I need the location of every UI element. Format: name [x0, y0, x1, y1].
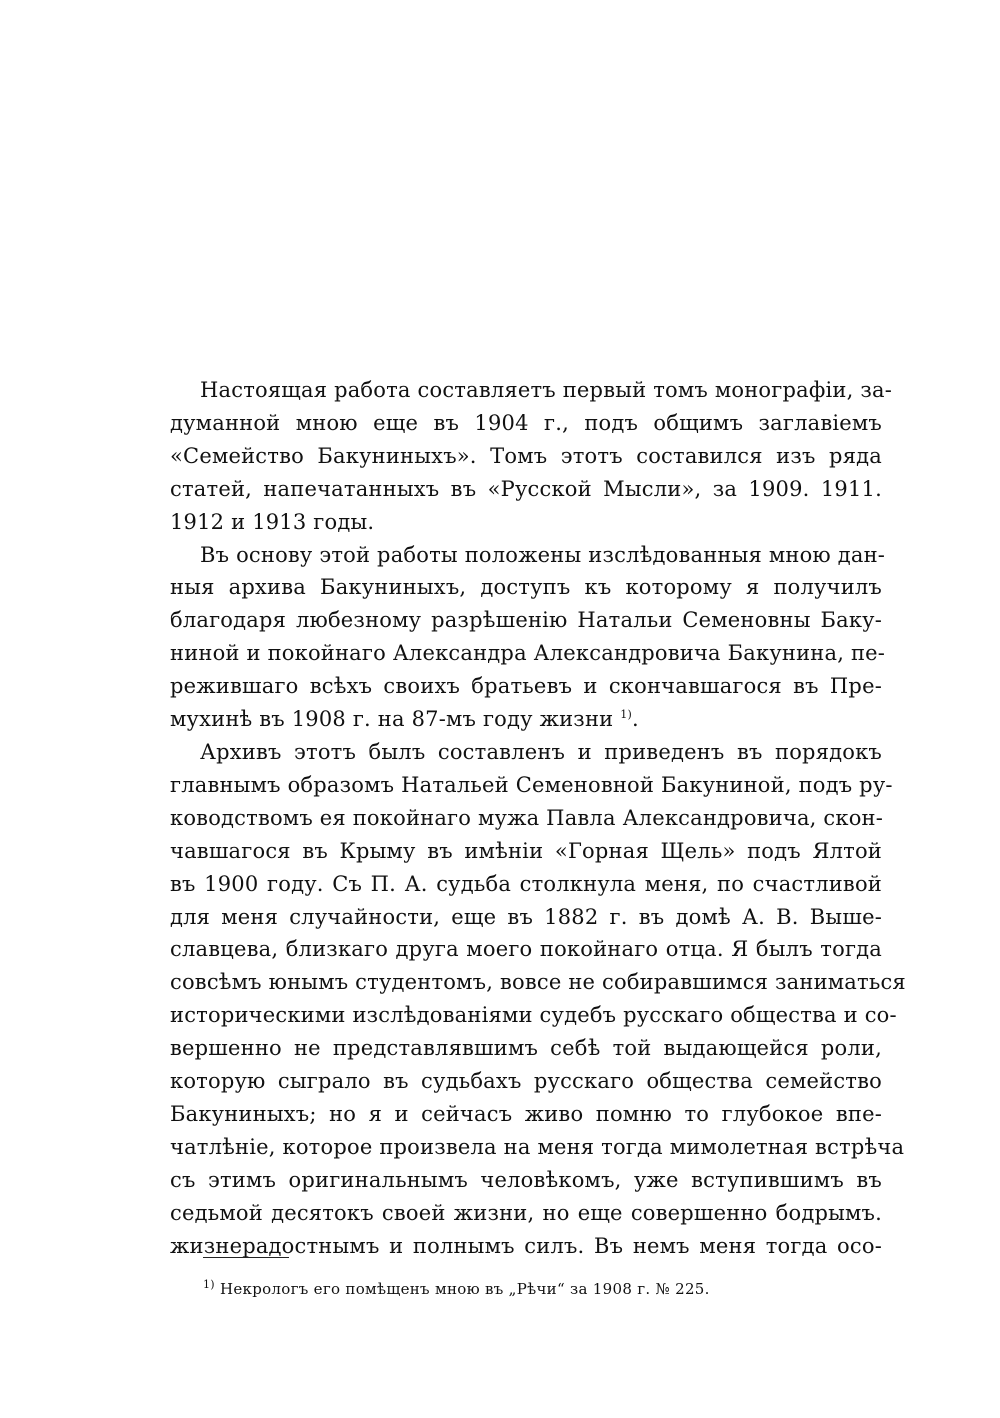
text-line: «Семейство Бакуниныхъ». Томъ этотъ составился изъ ряда [170, 443, 882, 468]
text-line: статей, напечатанныхъ въ «Русской Мысли», за 1909. 1911. [170, 476, 882, 501]
punctuation: . [631, 707, 639, 732]
footnote-text: Некрологъ его помѣщенъ мною въ „Рѣчи“ за 1908 г. № 225. [219, 1280, 710, 1298]
text-line: жизнерадостнымъ и полнымъ силъ. Въ немъ меня тогда осо- [170, 1233, 882, 1258]
text-line: благодаря любезному разрѣшенію Натальи Семеновны Баку- [170, 608, 882, 633]
text-line: главнымъ образомъ Натальей Семеновной Бакуниной, подъ ру- [170, 772, 893, 797]
text-line: для меня случайности, еще въ 1882 г. въ домѣ А. В. Выше- [170, 904, 882, 929]
text-line: вершенно не представлявшимъ себѣ той выдающейся роли, [170, 1036, 882, 1061]
text-line: ководствомъ ея покойнаго мужа Павла Александровича, скон- [170, 805, 884, 830]
text-line: историческими изслѣдованіями судебъ русскаго общества и со- [170, 1003, 897, 1028]
footnote-marker: 1) [203, 1278, 215, 1291]
text-line: думанной мною еще въ 1904 г., подъ общимъ заглавіемъ [170, 410, 882, 435]
text-line: Бакуниныхъ; но я и сейчасъ живо помню то глубокое впе- [170, 1101, 882, 1126]
main-text [170, 374, 906, 1262]
text-line: славцева, близкаго друга моего покойнаго отца. Я былъ тогда [170, 937, 882, 962]
text-line: въ 1900 году. Съ П. А. судьба столкнула меня, по счастливой [170, 871, 882, 896]
text-line [170, 703, 882, 736]
text-line: ниной и покойнаго Александра Александровича Бакунина, пе- [170, 641, 886, 666]
text-line: съ этимъ оригинальнымъ человѣкомъ, уже вступившимъ въ [170, 1167, 882, 1192]
text-line: Архивъ этотъ былъ составленъ и приведенъ въ порядокъ [200, 739, 882, 764]
text-line: Въ основу этой работы положены изслѣдованныя мною дан- [200, 542, 886, 567]
text-line: которую сыграло въ судьбахъ русскаго общества семейство [170, 1069, 882, 1094]
text-line: седьмой десятокъ своей жизни, но еще совершенно бодрымъ. [170, 1200, 882, 1225]
footnote-divider [203, 1257, 289, 1258]
footnote [203, 1278, 710, 1300]
text-line: чавшагося въ Крыму въ имѣніи «Горная Щель» подъ Ялтой [170, 838, 882, 863]
text-line: чатлѣніе, которое произвела на меня тогда мимолетная встрѣча [170, 1134, 905, 1159]
text-line: совсѣмъ юнымъ студентомъ, вовсе не собиравшимся заниматься [170, 970, 906, 995]
text-line: режившаго всѣхъ своихъ братьевъ и скончавшагося въ Пре- [170, 674, 882, 699]
text-line: ныя архива Бакуниныхъ, доступъ къ которому я получилъ [170, 575, 882, 600]
text-line: 1912 и 1913 годы. [170, 509, 375, 534]
footnote-reference: 1) [620, 708, 632, 722]
text-line: Настоящая работа составляетъ первый томъ монографіи, за- [200, 378, 892, 402]
text-line-content: мухинѣ въ 1908 г. на 87-мъ году жизни [170, 707, 614, 732]
